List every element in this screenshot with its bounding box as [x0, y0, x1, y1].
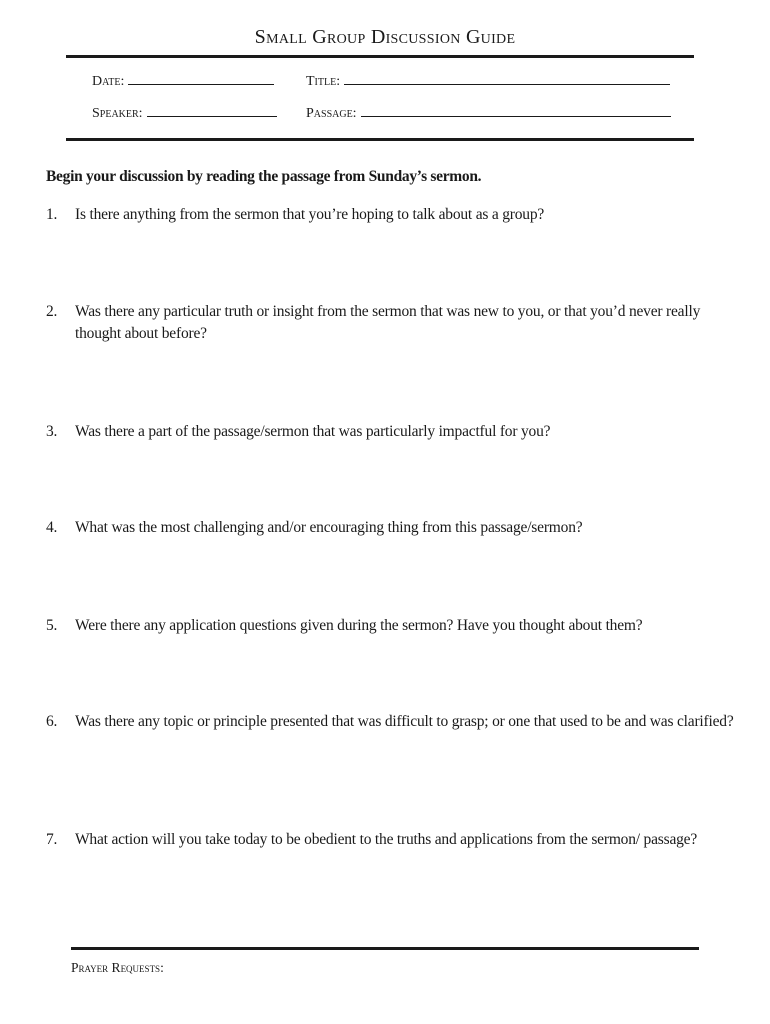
question-text: What action will you take today to be obedient to the truths and applications from the sermon/ passage? [75, 831, 698, 848]
header-divider-bottom [66, 138, 694, 141]
question-text: What was the most challenging and/or encouraging thing from this passage/sermon? [75, 519, 583, 536]
header-divider-top [66, 55, 694, 58]
question-number: 7. [46, 831, 58, 848]
question-number: 3. [46, 423, 58, 440]
prayer-requests-label: Prayer Requests: [71, 960, 164, 975]
page-title: Small Group Discussion Guide [254, 26, 516, 48]
question-text: Was there any topic or principle presented that was difficult to grasp; or one that used to be and was clarified? [75, 713, 734, 730]
question-item [46, 301, 736, 345]
question-number: 5. [46, 617, 58, 634]
speaker-field [92, 104, 277, 122]
title-blank-line[interactable] [344, 72, 670, 85]
question-text: Was there a part of the passage/sermon that was particularly impactful for you? [75, 423, 551, 440]
passage-blank-line[interactable] [361, 104, 671, 117]
date-label: Date: [92, 74, 125, 89]
passage-label: Passage: [306, 106, 357, 121]
title-label: Title: [306, 74, 341, 89]
question-item [46, 711, 736, 733]
footer-divider [71, 947, 699, 950]
date-blank-line[interactable] [128, 72, 274, 85]
intro-instruction: Begin your discussion by reading the passage from Sunday’s sermon. [46, 168, 482, 185]
question-item [46, 204, 736, 226]
question-number: 4. [46, 519, 58, 536]
question-text: Was there any particular truth or insight from the sermon that was new to you, or that you’d never really thought about before? [75, 303, 701, 342]
question-item [46, 517, 736, 539]
date-field [92, 72, 274, 90]
question-number: 2. [46, 303, 58, 320]
passage-field [306, 104, 671, 122]
question-number: 1. [46, 206, 58, 223]
question-text: Is there anything from the sermon that you’re hoping to talk about as a group? [75, 206, 545, 223]
question-text: Were there any application questions given during the sermon? Have you thought about them? [75, 617, 643, 634]
question-number: 6. [46, 713, 58, 730]
speaker-blank-line[interactable] [147, 104, 277, 117]
question-item [46, 421, 736, 443]
question-item [46, 829, 736, 851]
title-field [306, 72, 670, 90]
question-item [46, 615, 736, 637]
speaker-label: Speaker: [92, 106, 143, 121]
